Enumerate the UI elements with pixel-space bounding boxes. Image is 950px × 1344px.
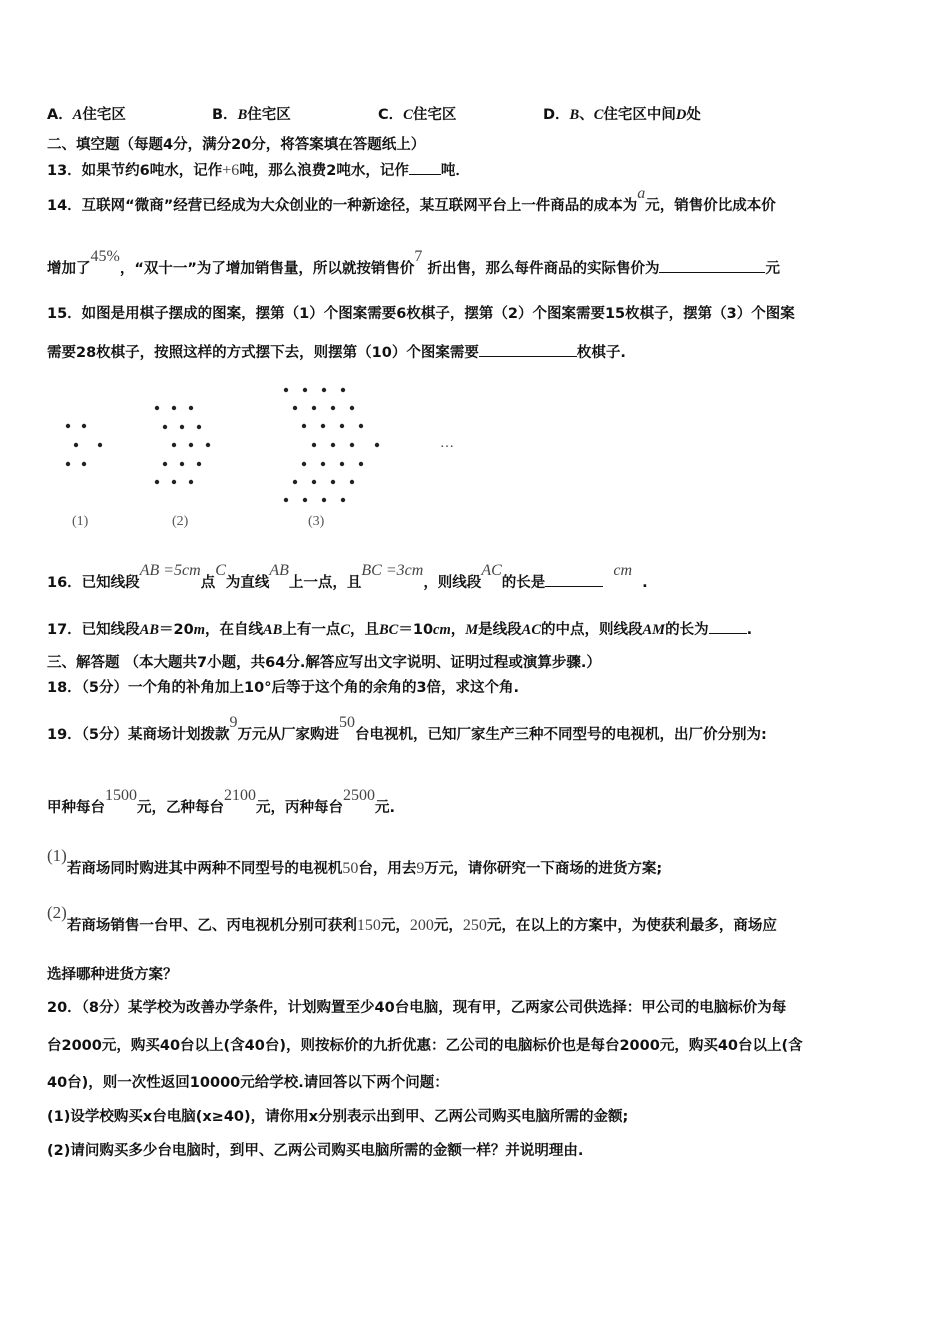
- option-a: A．A住宅区: [47, 107, 126, 123]
- option-b: B．B住宅区: [212, 107, 291, 123]
- caption-2: (2): [172, 514, 189, 529]
- pattern-3: [284, 388, 379, 502]
- pattern-1: [66, 424, 102, 466]
- question-15-line2: 需要28枚棋子，按照这样的方式摆下去，则摆第（10）个图案需要 枚棋子.: [47, 342, 626, 363]
- question-20-line5: (2)请问购买多少台电脑时，到甲、乙两公司购买电脑所需的金额一样？并说明理由.: [47, 1143, 584, 1159]
- question-14-line2: 增加了45%，“双十一”为了增加销售量，所以就按销售价7 折出售，那么每件商品的实际售价为 元: [47, 248, 780, 277]
- question-19-line2: 甲种每台1500元，乙种每台2100元，丙种每台2500元.: [47, 787, 396, 816]
- answer-blank[interactable]: [659, 258, 765, 273]
- option-d: D．B、C住宅区中间D处: [543, 107, 701, 123]
- question-19-part1: (1)若商场同时购进其中两种不同型号的电视机50台，用去9万元，请你研究一下商场的进货方案;: [47, 846, 663, 877]
- pattern-2: [155, 406, 210, 484]
- caption-1: (1): [72, 514, 89, 529]
- caption-3: (3): [308, 514, 325, 529]
- question-16: 16．已知线段AB =5cm点C为直线AB上一点，且BC =3cm，则线段AC的长是 cm .: [47, 562, 648, 591]
- question-20-line1: 20．（8分）某学校为改善办学条件，计划购置至少40台电脑，现有甲，乙两家公司供选择：甲公司的电脑标价为每: [47, 1000, 787, 1016]
- chess-pattern-figure: [0, 380, 500, 520]
- question-18: 18．（5分）一个角的补角加上10°后等于这个角的余角的3倍，求这个角.: [47, 680, 520, 696]
- section3-heading: 三、解答题 （本大题共7小题，共64分.解答应写出文字说明、证明过程或演算步骤.）: [47, 655, 601, 671]
- option-c: C．C住宅区: [378, 107, 457, 123]
- question-20-line3: 40台)，则一次性返回10000元给学校.请回答以下两个问题：: [47, 1075, 449, 1091]
- question-19-part2: (2)若商场销售一台甲、乙、丙电视机分别可获利150元，200元，250元，在以上的方案中，为使获利最多，商场应: [47, 903, 777, 934]
- answer-blank[interactable]: [479, 342, 577, 357]
- question-19-line1: 19．（5分）某商场计划拨款9万元从厂家购进50台电视机，已知厂家生产三种不同型号的电视机，出厂价分别为:: [47, 714, 767, 743]
- question-15-line1: 15．如图是用棋子摆成的图案，摆第（1）个图案需要6枚棋子，摆第（2）个图案需要15枚棋子，摆第（3）个图案: [47, 306, 795, 322]
- section2-heading: 二、填空题（每题4分，满分20分，将答案填在答题纸上）: [47, 137, 426, 153]
- question-13: 13．如果节约6吨水，记作+6吨，那么浪费2吨水，记作 吨．: [47, 162, 470, 179]
- question-20-line2: 台2000元，购买40台以上(含40台)，则按标价的九折优惠：乙公司的电脑标价也是每台2000元，购买40台以上(含: [47, 1038, 803, 1054]
- question-14-line1: 14．互联网“微商”经营已经成为大众创业的一种新途径，某互联网平台上一件商品的成本为a元，销售价比成本价: [47, 185, 776, 214]
- question-19-part2-line2: 选择哪种进货方案？: [47, 967, 178, 983]
- answer-blank[interactable]: [709, 619, 747, 634]
- answer-blank[interactable]: [409, 160, 441, 175]
- answer-blank[interactable]: [545, 572, 603, 587]
- figure-ellipsis: …: [440, 436, 454, 451]
- question-17: 17．已知线段AB＝20m，在自线AB上有一点C，且BC＝10cm，M是线段AC的中点，则线段AM的长为 .: [47, 619, 752, 640]
- question-20-line4: (1)设学校购买x台电脑(x≥40)，请你用x分别表示出到甲、乙两公司购买电脑所需的金额;: [47, 1109, 629, 1125]
